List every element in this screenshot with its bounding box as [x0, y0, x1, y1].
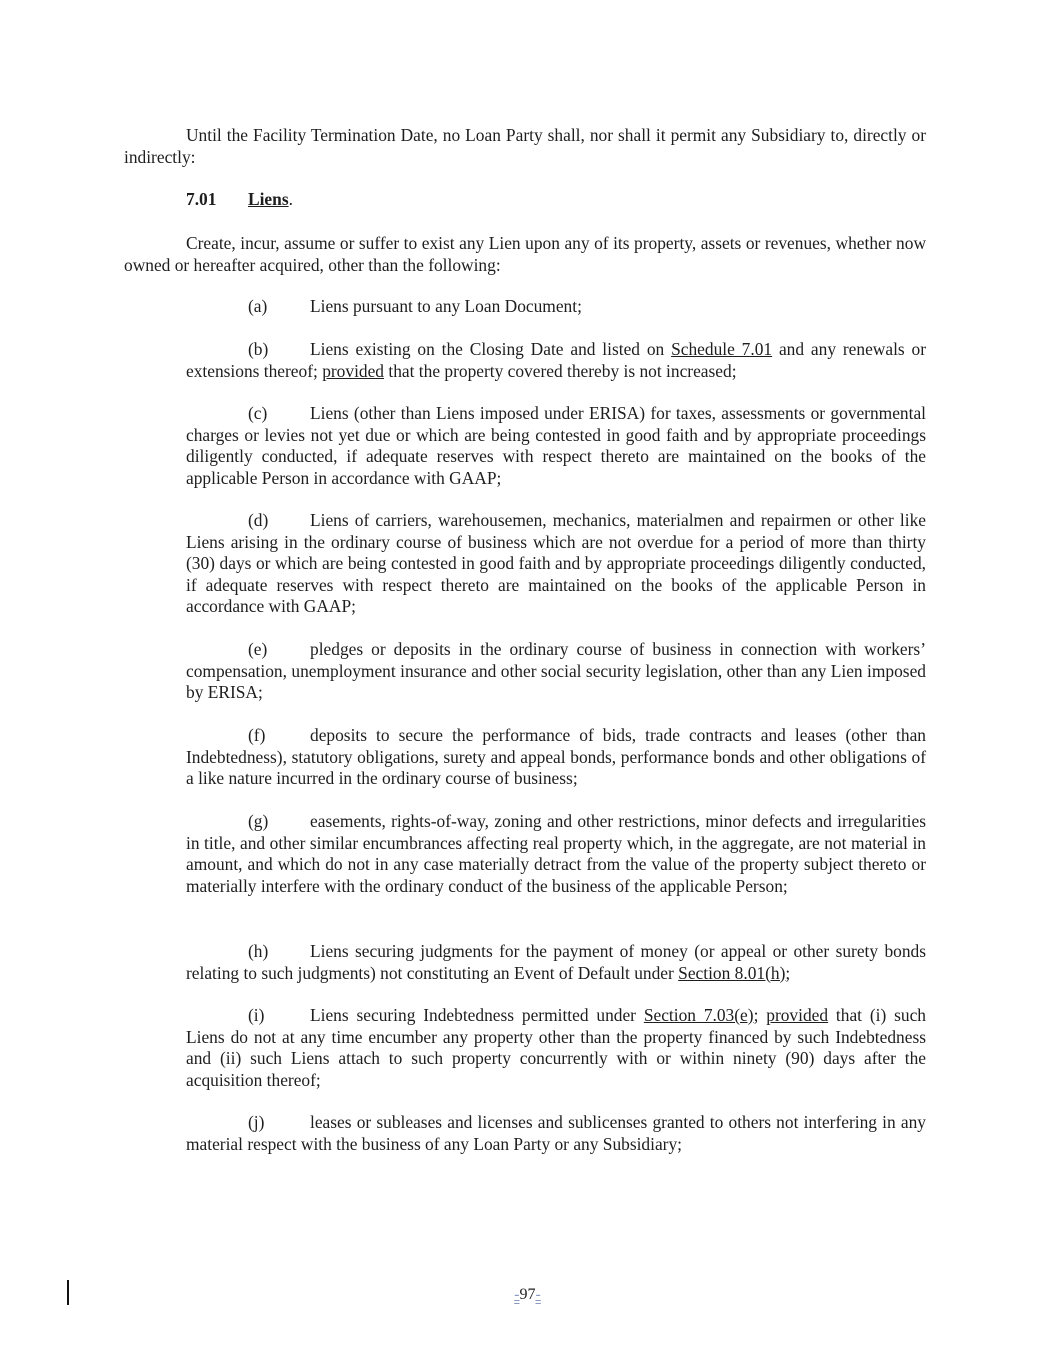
- clause-f-label: (f): [248, 725, 266, 745]
- section-title: Liens: [248, 189, 289, 209]
- clause-b-label: (b): [248, 339, 269, 359]
- section-heading: [186, 189, 293, 211]
- clause-e-label: (e): [248, 639, 268, 659]
- clause-i-text-2: ;: [753, 1005, 767, 1025]
- clause-b-text-3: that the property covered thereby is not increased;: [384, 360, 737, 381]
- clause-i-text-3: that (i) such Liens do not at any time encumber any property other than the property financed by such Indebtedness and (ii) such Liens attach to such property concurrently with or within ninety (90) days after the acquisition thereof;: [186, 1005, 926, 1090]
- page-footer: [0, 1285, 1055, 1305]
- clause-g: [186, 811, 926, 897]
- lead-paragraph: [124, 233, 926, 276]
- clause-g-label: (g): [248, 811, 269, 831]
- clause-a-label: (a): [248, 296, 268, 316]
- clause-a: [186, 296, 926, 318]
- clause-b-text-2: and any renewals or extensions thereof;: [186, 339, 926, 381]
- clause-h-text-2: ;: [785, 962, 791, 983]
- clause-c-label: (c): [248, 403, 268, 423]
- clause-d: [186, 510, 926, 618]
- section-title-period: .: [288, 189, 293, 209]
- clause-b-text-1: Liens existing on the Closing Date and listed on: [310, 339, 672, 359]
- clause-b-proviso: provided: [322, 360, 385, 381]
- page-number-dash-right: -: [535, 1286, 541, 1303]
- clause-f: [186, 725, 926, 790]
- section-8-01-h-reference: Section 8.01(h): [678, 962, 786, 983]
- clause-d-label: (d): [248, 510, 269, 530]
- clause-i-proviso: provided: [766, 1005, 829, 1025]
- intro-paragraph: [124, 125, 926, 168]
- section-number: 7.01: [186, 189, 217, 209]
- clause-j: [186, 1112, 926, 1155]
- clause-h-text-1: Liens securing judgments for the payment of money (or appeal or other surety bonds relating to such judgments) not constituting an Event of Default under: [186, 941, 926, 983]
- clause-i: [186, 1005, 926, 1091]
- clause-f-text: deposits to secure the performance of bids, trade contracts and leases (other than Indebtedness), statutory obligations, surety and appeal bonds, performance bonds and other obligations of a like nature incurred in the ordinary course of business;: [186, 725, 926, 788]
- clause-a-text: Liens pursuant to any Loan Document;: [310, 296, 582, 316]
- page-number-dash-left: -: [514, 1286, 520, 1303]
- page-number: 97: [519, 1286, 536, 1303]
- intro-text: Until the Facility Termination Date, no Loan Party shall, nor shall it permit any Subsidiary to, directly or indirectly:: [124, 125, 926, 167]
- section-7-03-e-reference: Section 7.03(e): [643, 1005, 754, 1025]
- clause-b: [186, 339, 926, 382]
- clause-g-text: easements, rights-of-way, zoning and other restrictions, minor defects and irregularities in title, and other similar encumbrances affecting real property which, in the aggregate, are not material in amount, and which do not in any case materially detract from the value of the property subject thereto or materially interfere with the ordinary conduct of the business of the applicable Person;: [186, 811, 926, 896]
- clause-j-text: leases or subleases and licenses and sublicenses granted to others not interfering in any material respect with the business of any Loan Party or any Subsidiary;: [186, 1112, 926, 1154]
- clause-c-text: Liens (other than Liens imposed under ERISA) for taxes, assessments or governmental charges or levies not yet due or which are being contested in good faith and by appropriate proceedings diligently conducted, if adequate reserves with respect thereto are maintained on the books of the applicable Person in accordance with GAAP;: [186, 403, 926, 488]
- clause-c: [186, 403, 926, 489]
- schedule-7-01-reference: Schedule 7.01: [671, 339, 773, 359]
- clause-e: [186, 639, 926, 704]
- clause-e-text: pledges or deposits in the ordinary course of business in connection with workers’ compensation, unemployment insurance and other social security legislation, other than any Lien imposed by ERISA;: [186, 639, 926, 702]
- clause-j-label: (j): [248, 1112, 265, 1132]
- clause-i-label: (i): [248, 1005, 265, 1025]
- clause-d-text: Liens of carriers, warehousemen, mechanics, materialmen and repairmen or other like Liens arising in the ordinary course of business which are not overdue for a period of more than thirty (30) days or which are being contested in good faith and by appropriate proceedings diligently conducted, if adequate reserves with respect thereto are maintained on the books of the applicable Person in accordance with GAAP;: [186, 510, 926, 616]
- clause-i-text-1: Liens securing Indebtedness permitted under: [310, 1005, 644, 1025]
- lead-text: Create, incur, assume or suffer to exist any Lien upon any of its property, assets or revenues, whether now owned or hereafter acquired, other than the following:: [124, 233, 926, 275]
- clause-h-label: (h): [248, 941, 269, 961]
- clause-h: [186, 941, 926, 984]
